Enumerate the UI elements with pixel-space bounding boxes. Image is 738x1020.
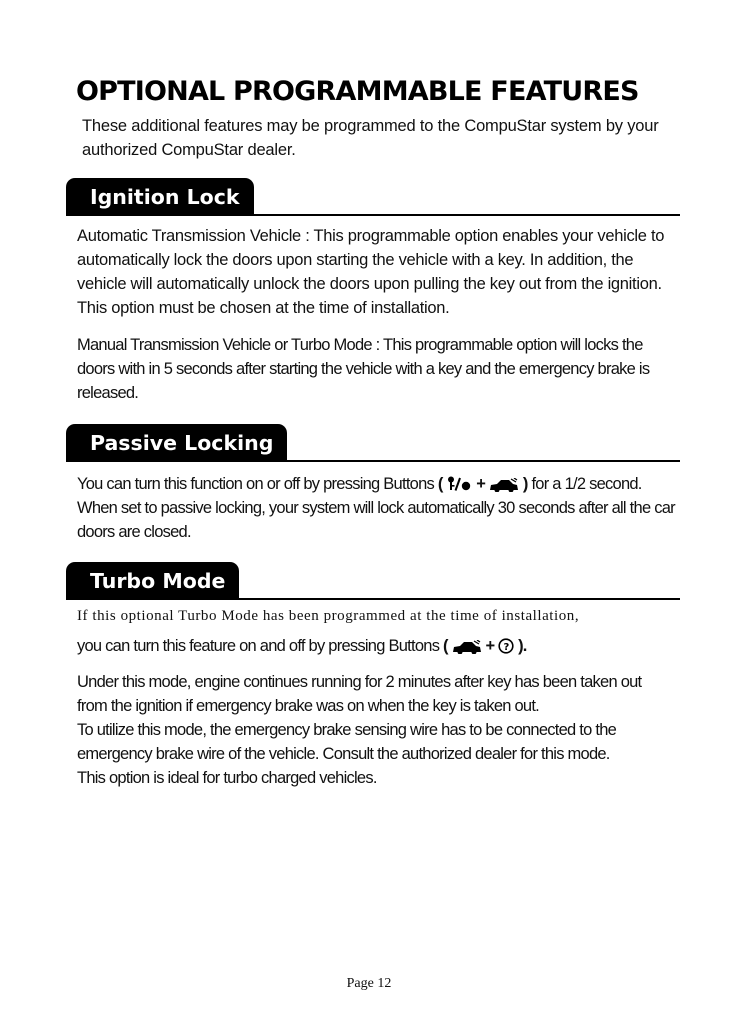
car-button-icon [452,640,482,654]
open-paren: ( [437,475,443,493]
section-divider [66,460,680,462]
turbo-mode-intro-line: If this optional Turbo Mode has been programmed at the time of installation, [77,608,580,624]
car-button-icon [489,478,519,492]
turbo-mode-buttons-line [77,634,675,658]
turbo-mode-buttons [443,637,527,655]
svg-text:?: ? [503,642,509,653]
passive-locking-heading: Passive Locking [66,424,287,462]
turbo-mode-heading: Turbo Mode [66,562,239,600]
aux-button-icon [498,638,514,654]
turbo-mode-description [77,670,675,790]
ignition-lock-heading: Ignition Lock [66,178,254,216]
turbo-mode-desc-line2: To utilize this mode, the emergency brake sensing wire has to be connected to the emergency brake wire of the vehicle. Consult the authorized dealer for this mode. [77,721,617,763]
open-paren: ( [443,637,448,655]
plus-sign: + [476,475,486,493]
passive-locking-text-before: You can turn this function on or off by pressing Buttons [77,475,435,493]
section-divider [66,598,680,600]
passive-locking-header [66,424,680,462]
passive-locking-text [77,472,675,544]
close-paren: ) [522,475,528,493]
turbo-mode-desc-line1: Under this mode, engine continues running for 2 minutes after key has been taken out from the ignition if emergency brake was on when the key is taken out. [77,673,642,715]
passive-locking-buttons [438,475,532,493]
turbo-mode-desc-line3: This option is ideal for turbo charged vehicles. [77,769,377,787]
turbo-mode-text-before: you can turn this feature on and off by pressing Buttons [77,637,440,655]
ignition-lock-automatic-text: Automatic Transmission Vehicle : This programmable option enables your vehicle to automatically lock the doors upon starting the vehicle with a key. In addition, the vehicle will automatically unlock the doors upon pulling the key out from the ignition. This option must be chosen at the time of installation. [77,227,665,317]
plus-sign: + [485,637,495,655]
page-title: OPTIONAL PROGRAMMABLE FEATURES [76,76,639,107]
turbo-mode-header [66,562,680,600]
ignition-lock-header [66,178,680,216]
close-paren: ). [518,637,527,655]
ignition-lock-manual-text: Manual Transmission Vehicle or Turbo Mode : This programmable option will locks the doors with in 5 seconds after starting the vehicle with a key and the emergency brake is released. [77,336,650,402]
section-divider [66,214,680,216]
page-number: Page 12 [346,976,392,991]
intro-text: These additional features may be programmed to the CompuStar system by your authorized CompuStar dealer. [82,117,659,159]
passive-locking-text-after: for a 1/2 second. When set to passive locking, your system will lock automatically 30 seconds after all the car doors are closed. [77,475,675,541]
key-lock-button-icon [446,476,472,492]
